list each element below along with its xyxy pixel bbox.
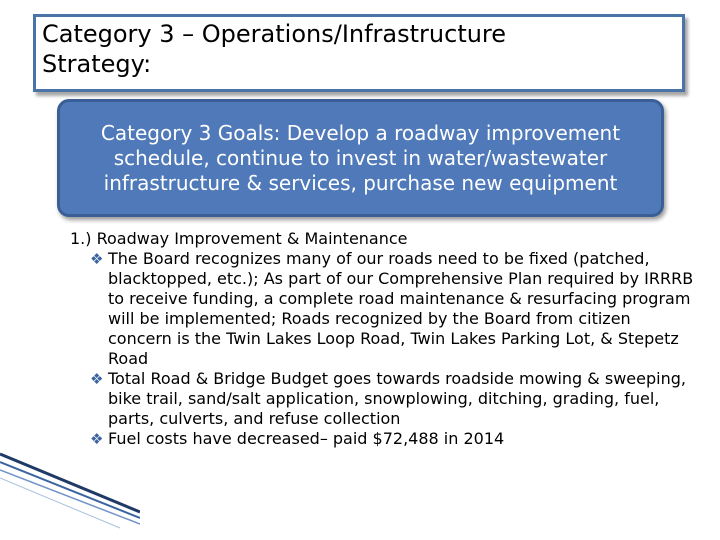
bullet-item (90, 369, 695, 429)
decorative-swoosh-lines (0, 440, 140, 540)
slide-title-box (33, 14, 685, 92)
bullet-item (90, 429, 695, 449)
bullet-list (70, 249, 695, 449)
slide-title-line-2: Strategy: (42, 50, 152, 78)
bullet-text: The Board recognizes many of our roads need to be fixed (patched, blacktopped, etc.); As part of our Comprehensive Plan required by IRRRB to receive funding, a complete road maintenance & resurfacing program will be implemented; Roads recognized by the Board from citizen concern is the Twin Lakes Loop Road, Twin Lakes Parking Lot, & Stepetz Road (108, 249, 694, 368)
diamond-bullet-icon: ❖ (90, 250, 104, 268)
bullet-item (90, 249, 695, 369)
diamond-bullet-icon: ❖ (90, 370, 104, 388)
goals-banner (57, 99, 664, 217)
bullet-text: Total Road & Bridge Budget goes towards roadside mowing & sweeping, bike trail, sand/salt application, snowplowing, ditching, grading, fuel, parts, culverts, and refuse collection (108, 369, 686, 428)
section-heading: 1.) Roadway Improvement & Maintenance (70, 229, 408, 248)
slide-content (70, 229, 695, 449)
diamond-bullet-icon: ❖ (90, 430, 104, 448)
slide-title-line-1: Category 3 – Operations/Infrastructure (42, 20, 507, 48)
bullet-text: Fuel costs have decreased– paid $72,488 in 2014 (108, 429, 505, 448)
goals-text: Category 3 Goals: Develop a roadway improvement schedule, continue to invest in water/wastewater infrastructure & services, purchase new equipment (100, 120, 621, 195)
